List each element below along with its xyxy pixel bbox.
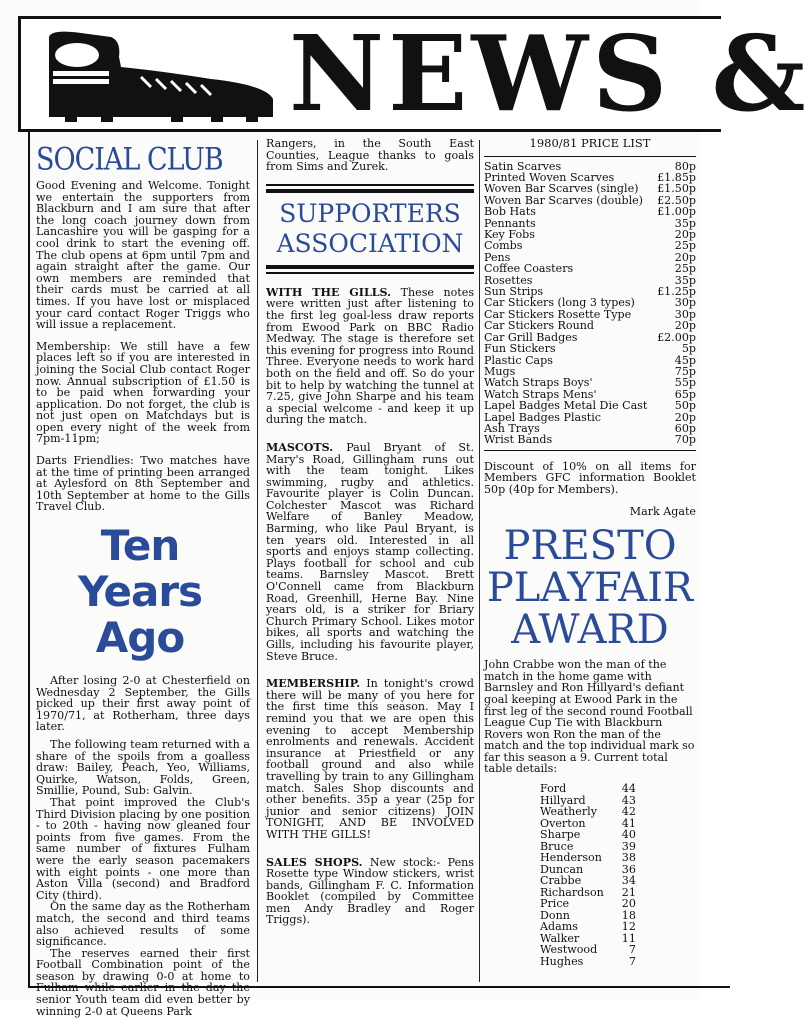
price-item-name: Fun Stickers bbox=[484, 342, 556, 356]
price-item-value: 30p bbox=[674, 296, 696, 310]
price-row bbox=[484, 263, 696, 274]
section-text: New stock:- Pens Rosette type Window stickers, wrist bands, Gillingham F. C. Information Booklet (compiled by Committee men Andy Bradley and Roger Triggs). bbox=[266, 855, 474, 927]
supporters-association-heading bbox=[266, 189, 474, 269]
player-row bbox=[540, 806, 636, 818]
price-item-name: Car Stickers Rosette Type bbox=[484, 307, 632, 321]
player-points: 41 bbox=[621, 816, 636, 830]
player-points: 11 bbox=[621, 931, 636, 945]
player-name: Hillyard bbox=[540, 793, 586, 807]
price-row bbox=[484, 343, 696, 354]
price-list bbox=[484, 156, 696, 451]
price-item-value: 20p bbox=[674, 250, 696, 264]
price-item-value: 50p bbox=[674, 399, 696, 413]
price-item-name: Plastic Caps bbox=[484, 353, 553, 367]
player-name: Bruce bbox=[540, 839, 574, 853]
price-item-value: 25p bbox=[674, 262, 696, 276]
price-item-name: Pens bbox=[484, 250, 511, 264]
section-title: WITH THE GILLS. bbox=[266, 285, 392, 299]
player-row bbox=[540, 852, 636, 864]
player-name: Westwood bbox=[540, 943, 598, 957]
player-name: Hughes bbox=[540, 954, 584, 968]
player-row bbox=[540, 783, 636, 795]
player-row bbox=[540, 829, 636, 841]
price-item-value: 80p bbox=[674, 159, 696, 173]
price-item-name: Watch Straps Mens' bbox=[484, 387, 597, 401]
price-item-value: 55p bbox=[674, 376, 696, 390]
player-points: 43 bbox=[621, 793, 636, 807]
price-item-name: Printed Woven Scarves bbox=[484, 171, 615, 184]
heading-line: PRESTO bbox=[503, 523, 677, 570]
price-item-name: Wrist Bands bbox=[484, 433, 553, 447]
player-name: Overton bbox=[540, 816, 586, 830]
presto-playfair-award-heading bbox=[484, 523, 696, 654]
price-item-value: £1.50p bbox=[657, 182, 696, 196]
player-row bbox=[540, 875, 636, 887]
price-item-value: £2.50p bbox=[657, 193, 696, 207]
mascots-section bbox=[266, 442, 474, 662]
price-item-value: 20p bbox=[674, 410, 696, 424]
player-points: 39 bbox=[621, 839, 636, 853]
price-item-name: Car Stickers Round bbox=[484, 319, 594, 333]
ten-years-para: The reserves earned their first Football Combination point of the season by drawing 0-0 at home to Fulham while earlier in the day the senior Youth team did even better by winning 2-0 at Queens Park bbox=[36, 946, 250, 1018]
player-points: 40 bbox=[621, 828, 636, 842]
column-divider bbox=[479, 140, 480, 982]
heading-line: PLAYFAIR bbox=[486, 565, 694, 612]
player-points: 7 bbox=[628, 954, 636, 968]
price-item-name: Car Stickers (long 3 types) bbox=[484, 296, 635, 310]
masthead-title: NEWS & bbox=[289, 12, 809, 135]
player-name: Henderson bbox=[540, 851, 602, 865]
signature: Mark Agate bbox=[629, 504, 696, 518]
price-item-value: 5p bbox=[681, 342, 696, 356]
price-row bbox=[484, 320, 696, 331]
section-text: Paul Bryant of St. Mary's Road, Gillingham runs out with the team tonight. Likes swimming, rugby and athletics. Favourite player is Colin Duncan. Colchester Mascot was Richard Welfare of Banley Meadow, Barming, who like Paul Bryant, is ten years old. Interested in all sports and enjoys stamp collecting. Plays football for school and cub teams. Barnsley Mascot. Brett O'Connell came from Blackburn Road, Greenhill, Herne Bay. Nine years old, is a striker for Briary Church Primary School. Likes motor bikes, all sports and watching the Gills, including his favourite player, Steve Bruce. bbox=[266, 440, 474, 663]
price-item-name: Sun Strips bbox=[484, 285, 544, 299]
player-points: 21 bbox=[621, 885, 636, 899]
column-right bbox=[484, 138, 696, 967]
price-item-name: Lapel Badges Metal Die Cast bbox=[484, 399, 648, 413]
presto-text: John Crabbe won the man of the match in the home game with Barnsley and Ron Hillyard's defiant goal keeping at Ewood Park in the first leg of the second round Football League Cup Tie with Blackburn Rovers won Ron the man of the match and the top individual mark so far this season a 9. Current total table details: bbox=[484, 658, 695, 776]
masthead bbox=[18, 12, 809, 135]
price-item-name: Bob Hats bbox=[484, 205, 536, 219]
price-item-name: Satin Scarves bbox=[484, 159, 562, 173]
ten-years-para: On the same day as the Rotherham match, the second and third teams also achieved results of some significance. bbox=[36, 900, 250, 949]
player-row bbox=[540, 921, 636, 933]
player-points: 38 bbox=[621, 851, 636, 865]
price-item-value: 35p bbox=[674, 273, 696, 287]
price-item-name: Lapel Badges Plastic bbox=[484, 410, 602, 424]
price-row bbox=[484, 240, 696, 251]
price-row bbox=[484, 434, 696, 445]
social-club-welcome: Good Evening and Welcome. Tonight we entertain the supporters from Blackburn and I am sure that after the long coach journey down from Lancashire you will be gasping for a cool drink to start the evening off. The club opens at 6pm until 7pm and again straight after the game. Our own members are reminded that their cards must be carried at all times. If you have lost or misplaced your card contact Roger Triggs who will issue a replacement. bbox=[36, 179, 250, 332]
price-item-value: 70p bbox=[674, 433, 696, 447]
player-name: Weatherly bbox=[540, 805, 597, 819]
price-item-name: Mugs bbox=[484, 364, 516, 378]
price-item-value: £2.00p bbox=[657, 330, 696, 344]
player-row bbox=[540, 956, 636, 968]
player-points: 34 bbox=[621, 874, 636, 888]
player-points: 12 bbox=[621, 920, 636, 934]
price-list-title: 1980/81 PRICE LIST bbox=[529, 136, 651, 150]
price-row bbox=[484, 206, 696, 217]
price-item-name: Pennants bbox=[484, 216, 536, 230]
player-points: 42 bbox=[621, 805, 636, 819]
player-points: 36 bbox=[621, 862, 636, 876]
price-item-name: Woven Bar Scarves (single) bbox=[484, 182, 639, 196]
section-text: In tonight's crowd there will be many of you here for the first time this season. May I remind you that we are open this evening to accept Membership enrolments and renewals. Accident insurance at Priestfield or any football ground and also while travelling by train to any Gillingham match. Sales Shop discounts and other benefits. 35p a year (25p for junior and senior citizens) JOIN TONIGHT, AND BE INVOLVED WITH THE GILLS! bbox=[266, 677, 474, 841]
player-name: Price bbox=[540, 897, 570, 911]
ten-years-continued: Rangers, in the South East Counties, League thanks to goals from Sims and Zurek. bbox=[266, 137, 474, 174]
price-item-value: 65p bbox=[674, 387, 696, 401]
price-item-value: £1.25p bbox=[657, 285, 696, 299]
social-club-heading: SOCIAL CLUB bbox=[36, 141, 223, 178]
price-item-value: £1.85p bbox=[657, 171, 696, 184]
price-item-name: Watch Straps Boys' bbox=[484, 376, 593, 390]
player-name: Duncan bbox=[540, 862, 584, 876]
price-item-name: Ash Trays bbox=[484, 421, 540, 435]
price-item-value: 25p bbox=[674, 239, 696, 253]
player-name: Adams bbox=[540, 920, 578, 934]
price-item-value: 60p bbox=[674, 421, 696, 435]
section-title: MASCOTS. bbox=[266, 440, 334, 454]
ten-years-para: The following team returned with a share of the spoils from a goalless draw: Bailey, Peach, Yeo, Williams, Quirke, Watson, Folds, Green, Smillie, Pound, Sub: Galvin. bbox=[36, 738, 250, 798]
player-points: 44 bbox=[621, 782, 636, 796]
player-name: Walker bbox=[540, 931, 580, 945]
player-name: Ford bbox=[540, 782, 567, 796]
social-club-darts: Darts Friendlies: Two matches have at the time of printing been arranged at Aylesford on 8th September and 10th September at home to the Gills Travel Club. bbox=[36, 454, 250, 514]
column-left bbox=[36, 138, 250, 1027]
price-item-value: 20p bbox=[674, 228, 696, 242]
price-row bbox=[484, 355, 696, 366]
price-item-name: Car Grill Badges bbox=[484, 330, 578, 344]
with-the-gills-section bbox=[266, 287, 474, 426]
membership-section bbox=[266, 678, 474, 840]
player-points: 18 bbox=[621, 908, 636, 922]
player-row bbox=[540, 898, 636, 910]
player-name: Crabbe bbox=[540, 874, 582, 888]
player-name: Richardson bbox=[540, 885, 604, 899]
social-club-membership: Membership: We still have a few places left so if you are interested in joining the Social Club contact Roger now. Annual subscription of £1.50 is to be paid when forwarding your application. Do not forget, the club is not just open on Matchdays but is open every night of the week from 7pm-11pm; bbox=[36, 339, 250, 446]
player-points: 7 bbox=[628, 943, 636, 957]
price-item-value: 75p bbox=[674, 364, 696, 378]
discount-note: Discount of 10% on all items for Members GFC information Booklet 50p (40p for Members). bbox=[484, 459, 696, 496]
price-item-value: 45p bbox=[674, 353, 696, 367]
price-item-value: 20p bbox=[674, 319, 696, 333]
column-divider bbox=[257, 140, 258, 982]
column-middle bbox=[266, 138, 474, 936]
price-item-name: Combs bbox=[484, 239, 523, 253]
price-table bbox=[484, 161, 696, 446]
price-item-name: Woven Bar Scarves (double) bbox=[484, 193, 644, 207]
price-row bbox=[484, 400, 696, 411]
price-item-name: Rosettes bbox=[484, 273, 533, 287]
player-name: Sharpe bbox=[540, 828, 581, 842]
player-name: Donn bbox=[540, 908, 570, 922]
ten-years-para: That point improved the Club's Third Division placing by one position - to 20th - having now gleaned four points from five games. From the same number of fixtures Fulham were the early season pacemakers with eight points - one more than Aston Villa (second) and Bradford City (third). bbox=[36, 795, 250, 902]
player-points: 20 bbox=[621, 897, 636, 911]
ten-years-ago-heading: Ten Years Ago bbox=[77, 521, 203, 663]
section-title: SALES SHOPS. bbox=[266, 855, 363, 869]
sales-shops-section bbox=[266, 857, 474, 927]
supporters-association-title: SUPPORTERS ASSOCIATION bbox=[276, 198, 464, 258]
price-item-name: Coffee Coasters bbox=[484, 262, 574, 276]
price-item-value: £1.00p bbox=[657, 205, 696, 219]
section-text: These notes were written just after listening to the first leg goal-less draw reports from Ewood Park on BBC Radio Medway. The stage is therefore set this evening for progress into Round Three. Everyone needs to work hard both on the field and off. So do your bit to help by watching the tunnel at 7.25, give John Sharpe and his team a special welcome - and keep it up during the match. bbox=[266, 285, 475, 427]
section-title: MEMBERSHIP. bbox=[266, 677, 361, 691]
ten-years-para: After losing 2-0 at Chesterfield on Wednesday 2 September, the Gills picked up their first away point of 1970/71, at Rotherham, three days later. bbox=[36, 674, 250, 734]
price-row bbox=[484, 377, 696, 388]
football-boot-icon bbox=[41, 27, 281, 122]
price-item-value: 35p bbox=[674, 216, 696, 230]
heading-line: AWARD bbox=[511, 607, 669, 654]
price-item-value: 30p bbox=[674, 307, 696, 321]
player-points-table bbox=[540, 783, 636, 967]
price-item-name: Key Fobs bbox=[484, 228, 535, 242]
player-row bbox=[540, 944, 636, 956]
